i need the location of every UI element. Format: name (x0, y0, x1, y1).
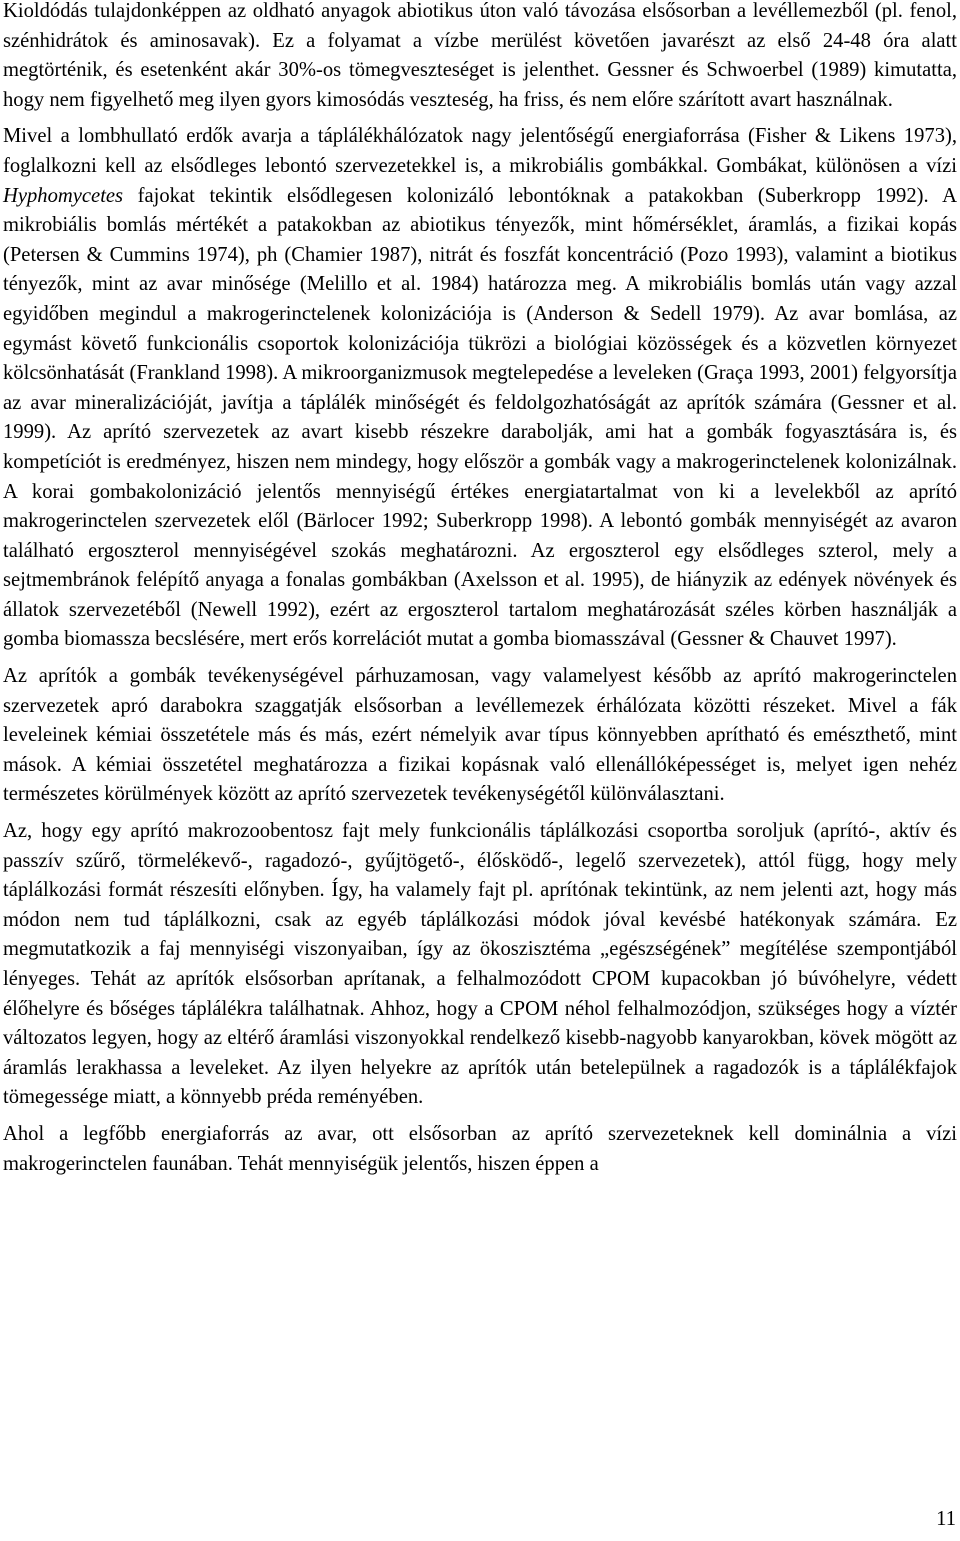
paragraph-energy-source (3, 1120, 957, 1179)
paragraph-text: Ahol a legfőbb energiaforrás az avar, ott elsősorban az aprító szervezeteknek kell dominálnia a vízi makrogerinctelen faunában. Tehát mennyiségük jelentős, hiszen éppen a (3, 1122, 957, 1175)
paragraph-text: fajokat tekintik elsődlegesen kolonizáló lebontóknak a patakokban (Suberkropp 1992). A mikrobiális bomlás mértékét a patakokban az abiotikus tényezők, mint hőmérséklet, áramlás, a fizikai kopás (Petersen & Cummins 1974), ph (Chamier 1987), nitrát és foszfát koncentráció (Pozo 1993), valamint a biotikus tényezők, mint az avar minősége (Melillo et al. 1984) határozza meg. A mikrobiális bomlás után vagy azzal egyidőben megindul a makrogerinctelenek kolonizációja is (Anderson & Sedell 1979). Az avar bomlása, az egymást követő funkcionális csoportok kolonizációja tükrözi a biológiai közösségek és a közvetlen környezet kölcsönhatását (Frankland 1998). A mikroorganizmusok megtelepedése a leveleken (Graça 1993, 2001) felgyorsítja az avar mineralizációját, javítja a táplálék minőségét és feldolgozhatóságát az aprítók számára (Gessner et al. 1999). Az aprító szervezetek az avart kisebb részekre darabolják, ami hat a gombák fogyasztására is, és kompetíciót is eredményez, hiszen nem mindegy, hogy először a gombák vagy a makrogerinctelenek kolonizálnak. A korai gombakolonizáció jelentős mennyiségű értékes energiatartalmat von ki a levelekből az aprító makrogerinctelen szervezetek elől (Bärlocer 1992; Suberkropp 1998). A lebontó gombák mennyiségét az avaron található ergoszterol mennyiségével szokás meghatározni. Az ergoszterol egy elsődleges szterol, mely a sejtmembránok felépítő anyaga a fonalas gombákban (Axelsson et al. 1995), de hiányzik az edények növények és állatok szervezetéből (Newell 1992), ezért az ergoszterol tartalom meghatározását széles körben használják a gomba biomassza becslésére, mert erős korrelációt mutat a gomba biomasszával (Gessner & Chauvet 1997). (3, 184, 957, 651)
paragraph-text: Az, hogy egy aprító makrozoobentosz fajt mely funkcionális táplálkozási csoportba soroljuk (aprító-, aktív és passzív szűrő, törmelékevő-, ragadozó-, gyűjtögető-, élősködő-, legelő szervezetek), attól függ, hogy mely táplálkozási formát részesíti előnyben. Így, ha valamely fajt pl. aprítónak tekintünk, az nem jelenti azt, hogy más módon nem tud táplálkozni, csak az egyéb táplálkozási módok jóval kevésbé hatékonyak számára. Ez megmutatkozik a faj mennyiségi viszonyaiban, így az ökoszisztéma „egészségének” megítélése szempontjából lényeges. Tehát az aprítók elsősorban aprítanak, a felhalmozódott CPOM kupacokban jó búvóhelyre, védett élőhelyre és bőséges táplálékra találhatnak. Ahhoz, hogy a CPOM néhol felhalmozódjon, szükséges hogy a víztér változatos legyen, hogy az eltérő áramlási viszonyokkal rendelkező kisebb-nagyobb kanyarokban, kövek mögött az áramlás lerakhassa a leveleket. Az ilyen helyekre az aprítók után betelepülnek a ragadozók is a táplálékfajok tömegessége miatt, a könnyebb préda reményében. (3, 820, 957, 1109)
document-page (3, 0, 957, 1179)
paragraph-text: Az aprítók a gombák tevékenységével párhuzamosan, vagy valamelyest később az aprító makrogerinctelen szervezetek apró darabokra szaggatják elsősorban a levéllemezek érhálózata közötti részeket. Mivel a fák leveleinek kémiai összetétele más és más, ezért némelyik avar típus könnyebben aprítható és emészthető, mint mások. A kémiai összetétel meghatározza a fizikai kopásnak való ellenállóképességet is, melyet igen nehéz természetes körülmények között az aprító szervezetek tevékenységétől különválasztani. (3, 665, 957, 806)
taxon-name-italic: Hyphomycetes (3, 184, 124, 207)
paragraph-microbial-decomposition (3, 122, 957, 655)
paragraph-leaching (3, 0, 957, 115)
paragraph-text: Mivel a lombhullató erdők avarja a táplálékhálózatok nagy jelentőségű energiaforrása (Fisher & Likens 1973), foglalkozni kell az elsődleges lebontó szervezetekkel is, a mikrobiális gombákkal. Gombákat, különösen a vízi (3, 125, 957, 177)
paragraph-functional-groups (3, 817, 957, 1113)
paragraph-text: Kioldódás tulajdonképpen az oldható anyagok abiotikus úton való távozása elsősorban a levéllemezből (pl. fenol, szénhidrátok és aminosavak). Ez a folyamat a vízbe merülést követően javarészt az első 24-48 óra alatt megtörténik, és esetenként akár 30%-os tömegveszteséget is jelenthet. Gessner és Schwoerbel (1989) kimutatta, hogy nem figyelhető meg ilyen gyors kimosódás veszteség, ha friss, és nem előre szárított avart használnak. (3, 0, 957, 111)
paragraph-shredders (3, 662, 957, 810)
page-number: 11 (936, 1508, 956, 1530)
